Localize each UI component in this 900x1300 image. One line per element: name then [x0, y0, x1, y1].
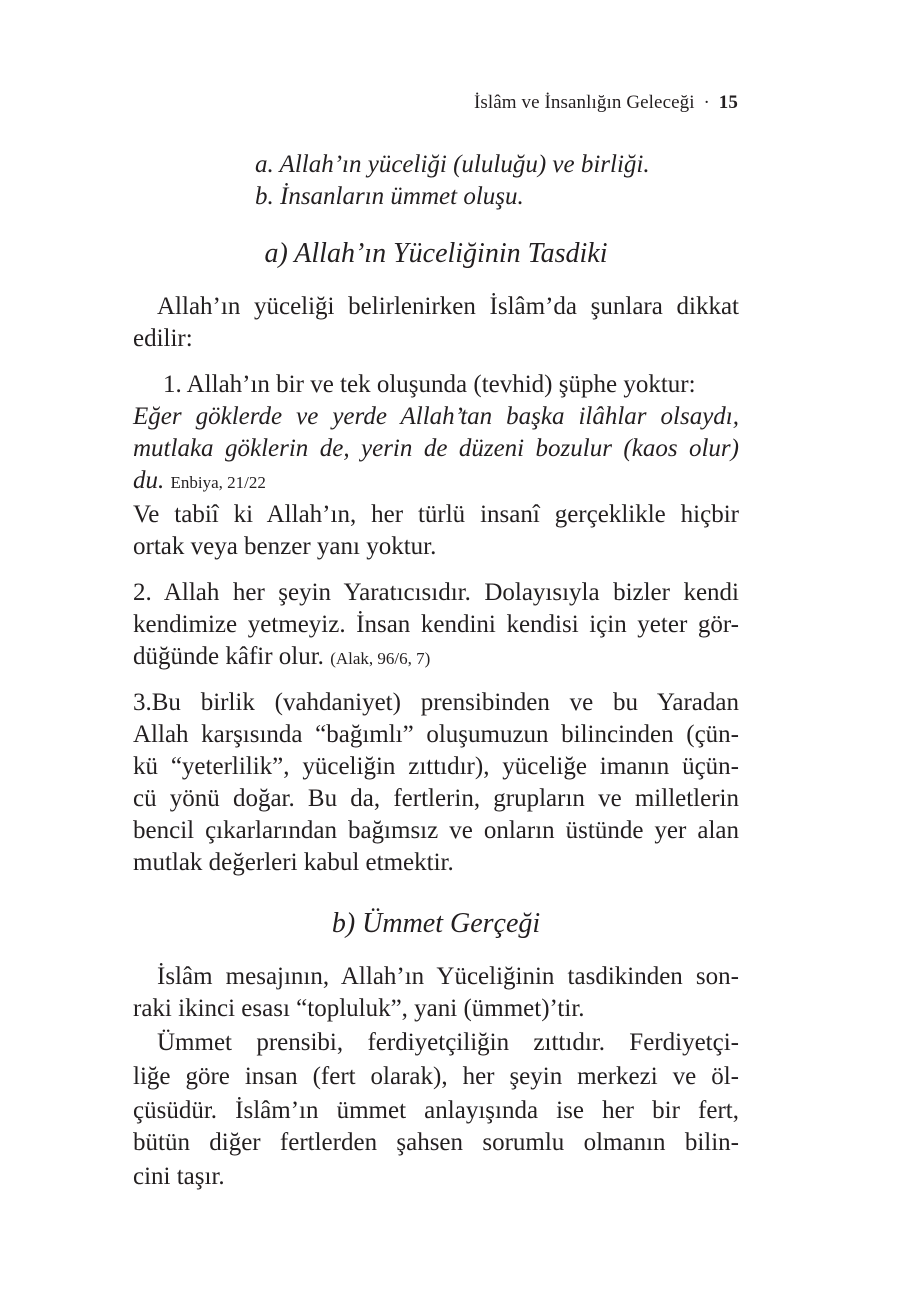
point-1-follow-line-2: ortak veya benzer yanı yoktur.: [133, 533, 437, 560]
list-item-b: b. İnsanların ümmet oluşu.: [255, 183, 524, 210]
point-3-line-2: Allah karşısında “bağımlı” oluşumuzun bilincinden (çün-: [133, 721, 739, 748]
section-b-para-2-line-2: liğe göre insan (fert olarak), her şeyin merkezi ve öl-: [133, 1063, 739, 1090]
section-b-para-2-line-4: bütün diğer fertlerden şahsen sorumlu olmanın bilin-: [133, 1129, 739, 1156]
point-1-statement: 1. Allah’ın bir ve tek oluşunda (tevhid) şüphe yoktur:: [163, 371, 696, 398]
point-3-line-4: cü yönü doğar. Bu da, fertlerin, grupların ve milletlerin: [133, 785, 739, 812]
point-1-quote-line-1: Eğer göklerde ve yerde Allah’tan başka ilâhlar olsaydı,: [133, 403, 739, 430]
point-2-line-2: kendimize yetmeyiz. İnsan kendini kendisi için yeter gör-: [133, 611, 739, 638]
point-1-quote-line-3: du.: [133, 467, 165, 494]
point-3-line-5: bencil çıkarlarından bağımsız ve onların üstünde yer alan: [133, 817, 739, 844]
point-1-follow-line-1: Ve tabiî ki Allah’ın, her türlü insanî gerçeklikle hiçbir: [133, 501, 739, 528]
point-3-line-3: kü “yeterlilik”, yüceliğin zıttıdır), yüceliğe imanın üçün-: [133, 753, 739, 780]
point-2-line-3: düğünde kâfir olur.: [133, 643, 324, 670]
point-3-line-6: mutlak değerleri kabul etmektir.: [133, 849, 454, 876]
list-item-a: a. Allah’ın yüceliği (ululuğu) ve birliği.: [255, 151, 650, 178]
running-header: [474, 92, 738, 114]
point-1-quote-reference: Enbiya, 21/22: [170, 473, 266, 492]
section-b-para-2-line-5: cini taşır.: [133, 1163, 225, 1190]
section-b-para-1-line-1: İslâm mesajının, Allah’ın Yüceliğinin tasdikinden son-: [157, 963, 739, 990]
running-title: İslâm ve İnsanlığın Geleceği: [473, 92, 695, 113]
header-separator: ·: [703, 92, 710, 113]
section-a-intro-line-1: Allah’ın yüceliği belirlenirken İslâm’da şunlara dikkat: [157, 293, 739, 320]
section-b-para-2-line-1: Ümmet prensibi, ferdiyetçiliğin zıttıdır. Ferdiyetçi-: [157, 1029, 739, 1056]
point-2-line-1: 2. Allah her şeyin Yaratıcısıdır. Dolayısıyla bizler kendi: [133, 579, 739, 606]
point-2-reference: (Alak, 96/6, 7): [330, 649, 431, 668]
page-number: 15: [718, 92, 738, 113]
section-a-heading: a) Allah’ın Yüceliğinin Tasdiki: [264, 238, 608, 269]
section-a-intro-line-2: edilir:: [133, 325, 193, 352]
point-1-quote-line-2: mutlaka göklerin de, yerin de düzeni bozulur (kaos olur): [133, 435, 739, 462]
point-3-line-1: 3.Bu birlik (vahdaniyet) prensibinden ve bu Yaradan: [133, 689, 739, 716]
section-b-para-2-line-3: çüsüdür. İslâm’ın ümmet anlayışında ise her bir fert,: [133, 1097, 739, 1124]
section-b-heading: b) Ümmet Gerçeği: [331, 908, 541, 939]
section-b-para-1-line-2: raki ikinci esası “topluluk”, yani (ümmet)’tir.: [133, 995, 585, 1022]
